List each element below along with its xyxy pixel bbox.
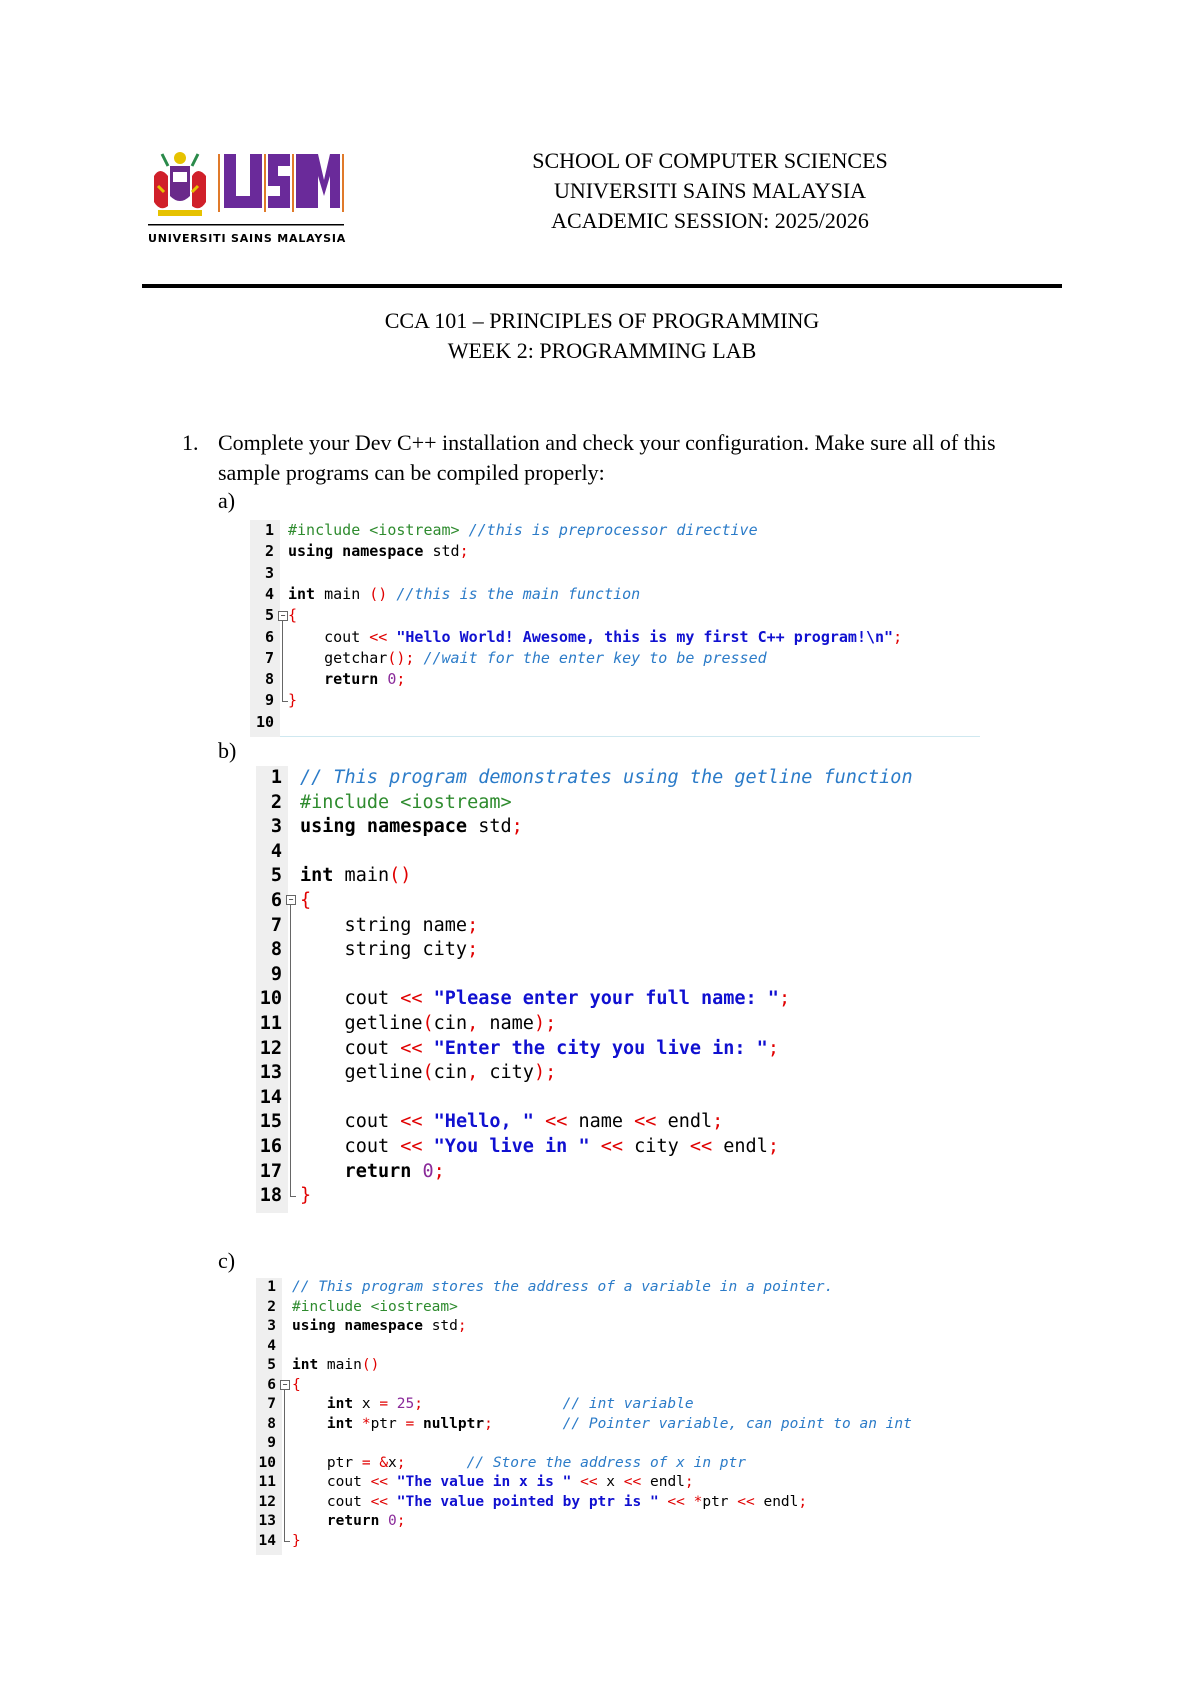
line-number: 3 [264, 563, 274, 582]
university-crest-icon [148, 146, 348, 256]
part-b-label: b) [218, 738, 237, 763]
code-line: cout << "You live in " << city << endl; [300, 1136, 779, 1157]
line-number: 13 [259, 1062, 282, 1084]
line-number: 10 [255, 712, 274, 731]
line-number: 9 [267, 1435, 276, 1451]
code-line: } [288, 691, 298, 710]
line-number: 17 [259, 1160, 282, 1182]
code-line: using namespace std; [292, 1318, 467, 1334]
usm-logo [148, 146, 348, 256]
code-line: cout << "The value pointed by ptr is " << *ptr << endl; [292, 1493, 808, 1510]
course-title: CCA 101 – PRINCIPLES OF PROGRAMMING [384, 308, 820, 333]
school-name: SCHOOL OF COMPUTER SCIENCES [532, 148, 888, 173]
collapse-box-icon[interactable]: − [286, 895, 296, 905]
code-line: string name; [300, 914, 479, 936]
line-number: 3 [270, 816, 282, 838]
code-line: ptr = &x; // Store the address of x in ptr [292, 1454, 746, 1471]
code-line: getline(cin, name); [300, 1013, 557, 1034]
line-number: 1 [267, 1279, 276, 1295]
collapse-box-icon[interactable]: − [278, 611, 288, 621]
code-line: int main() [292, 1357, 380, 1373]
code-line: using namespace std; [288, 542, 469, 561]
line-number: 11 [259, 1013, 282, 1034]
header-divider [142, 284, 1062, 288]
code-line: // This program demonstrates using the getline function [300, 767, 913, 788]
code-line: cout << "Please enter your full name: "; [300, 988, 791, 1010]
institution-header [420, 146, 1000, 236]
code-line: } [292, 1532, 301, 1549]
code-line: int x = 25; // int variable [292, 1396, 694, 1412]
document-title [142, 306, 1062, 366]
code-block-a [250, 520, 990, 737]
code-line: cout << "Hello World! Awesome, this is my first C++ program!\n"; [288, 627, 903, 646]
code-line: getline(cin, city); [300, 1062, 557, 1084]
fold-marker[interactable] [284, 1381, 290, 1542]
line-number: 5 [270, 865, 282, 887]
line-number: 10 [258, 1454, 276, 1471]
line-number: 2 [264, 542, 274, 561]
line-number: 7 [267, 1396, 276, 1412]
line-number: 12 [259, 1037, 282, 1059]
code-line: // This program stores the address of a variable in a pointer. [292, 1279, 834, 1295]
code-line: return 0; [292, 1513, 406, 1529]
part-c-label: c) [218, 1248, 236, 1273]
week-title: WEEK 2: PROGRAMMING LAB [447, 338, 757, 363]
line-number: 6 [264, 627, 274, 646]
code-line: #include <iostream> [292, 1298, 458, 1315]
code-line: #include <iostream> [300, 791, 512, 813]
code-line: int main() [300, 865, 412, 887]
line-number: 16 [259, 1136, 282, 1157]
code-line: cout << "Hello, " << name << endl; [300, 1111, 724, 1133]
code-block-b [256, 766, 976, 1213]
fold-marker[interactable] [290, 896, 296, 1197]
line-number: 14 [258, 1532, 276, 1549]
line-number: 9 [264, 691, 274, 710]
line-number: 10 [259, 988, 282, 1010]
line-number: 7 [270, 914, 282, 936]
code-line: getchar(); //wait for the enter key to be pressed [288, 648, 767, 667]
line-number: 1 [264, 521, 274, 539]
part-a-label: a) [218, 488, 236, 513]
code-line: } [300, 1185, 312, 1207]
line-number: 12 [258, 1493, 276, 1510]
line-number: 5 [264, 606, 274, 625]
academic-session: ACADEMIC SESSION: 2025/2026 [551, 208, 869, 233]
line-number: 11 [258, 1474, 276, 1490]
line-number: 2 [270, 791, 282, 813]
code-line: return 0; [300, 1160, 445, 1182]
line-number: 4 [264, 584, 274, 603]
code-line: { [292, 1376, 301, 1393]
line-number: 7 [264, 648, 274, 667]
question-text: Complete your Dev C++ installation and check your configuration. Make sure all of this sample programs can be compiled properly: [218, 430, 996, 485]
code-line: #include <iostream> //this is preprocessor directive [288, 521, 758, 539]
code-line: { [288, 606, 298, 625]
svg-text:UNIVERSITI SAINS MALAYSIA: UNIVERSITI SAINS MALAYSIA [148, 232, 347, 245]
fold-marker[interactable] [282, 612, 288, 702]
university-name: UNIVERSITI SAINS MALAYSIA [553, 178, 867, 203]
line-number: 8 [264, 670, 274, 689]
code-line: cout << "Enter the city you live in: "; [300, 1037, 779, 1059]
line-number: 9 [270, 963, 282, 985]
line-number: 15 [259, 1111, 282, 1133]
line-number: 18 [259, 1185, 282, 1207]
line-number: 6 [270, 890, 282, 911]
line-number: 8 [270, 939, 282, 961]
line-number: 6 [267, 1376, 276, 1393]
code-line: cout << "The value in x is " << x << endl; [292, 1474, 694, 1490]
line-number: 4 [267, 1337, 276, 1354]
line-number: 8 [267, 1415, 276, 1432]
line-number: 1 [270, 767, 282, 788]
code-block-c [256, 1278, 956, 1555]
line-number: 13 [258, 1513, 276, 1529]
line-number: 5 [267, 1357, 276, 1373]
code-line: string city; [300, 939, 479, 961]
code-line: return 0; [288, 670, 406, 689]
line-number: 2 [267, 1298, 276, 1315]
code-line: { [300, 890, 312, 911]
line-number: 4 [270, 840, 282, 862]
question-number: 1. [182, 430, 199, 455]
editor-bottom-border [280, 736, 980, 737]
collapse-box-icon[interactable]: − [280, 1380, 290, 1390]
code-line: int main () //this is the main function [288, 584, 641, 603]
code-line: using namespace std; [300, 816, 523, 838]
line-number: 14 [259, 1086, 282, 1108]
line-number: 3 [267, 1318, 276, 1334]
code-line: int *ptr = nullptr; // Pointer variable, can point to an int [292, 1415, 912, 1432]
